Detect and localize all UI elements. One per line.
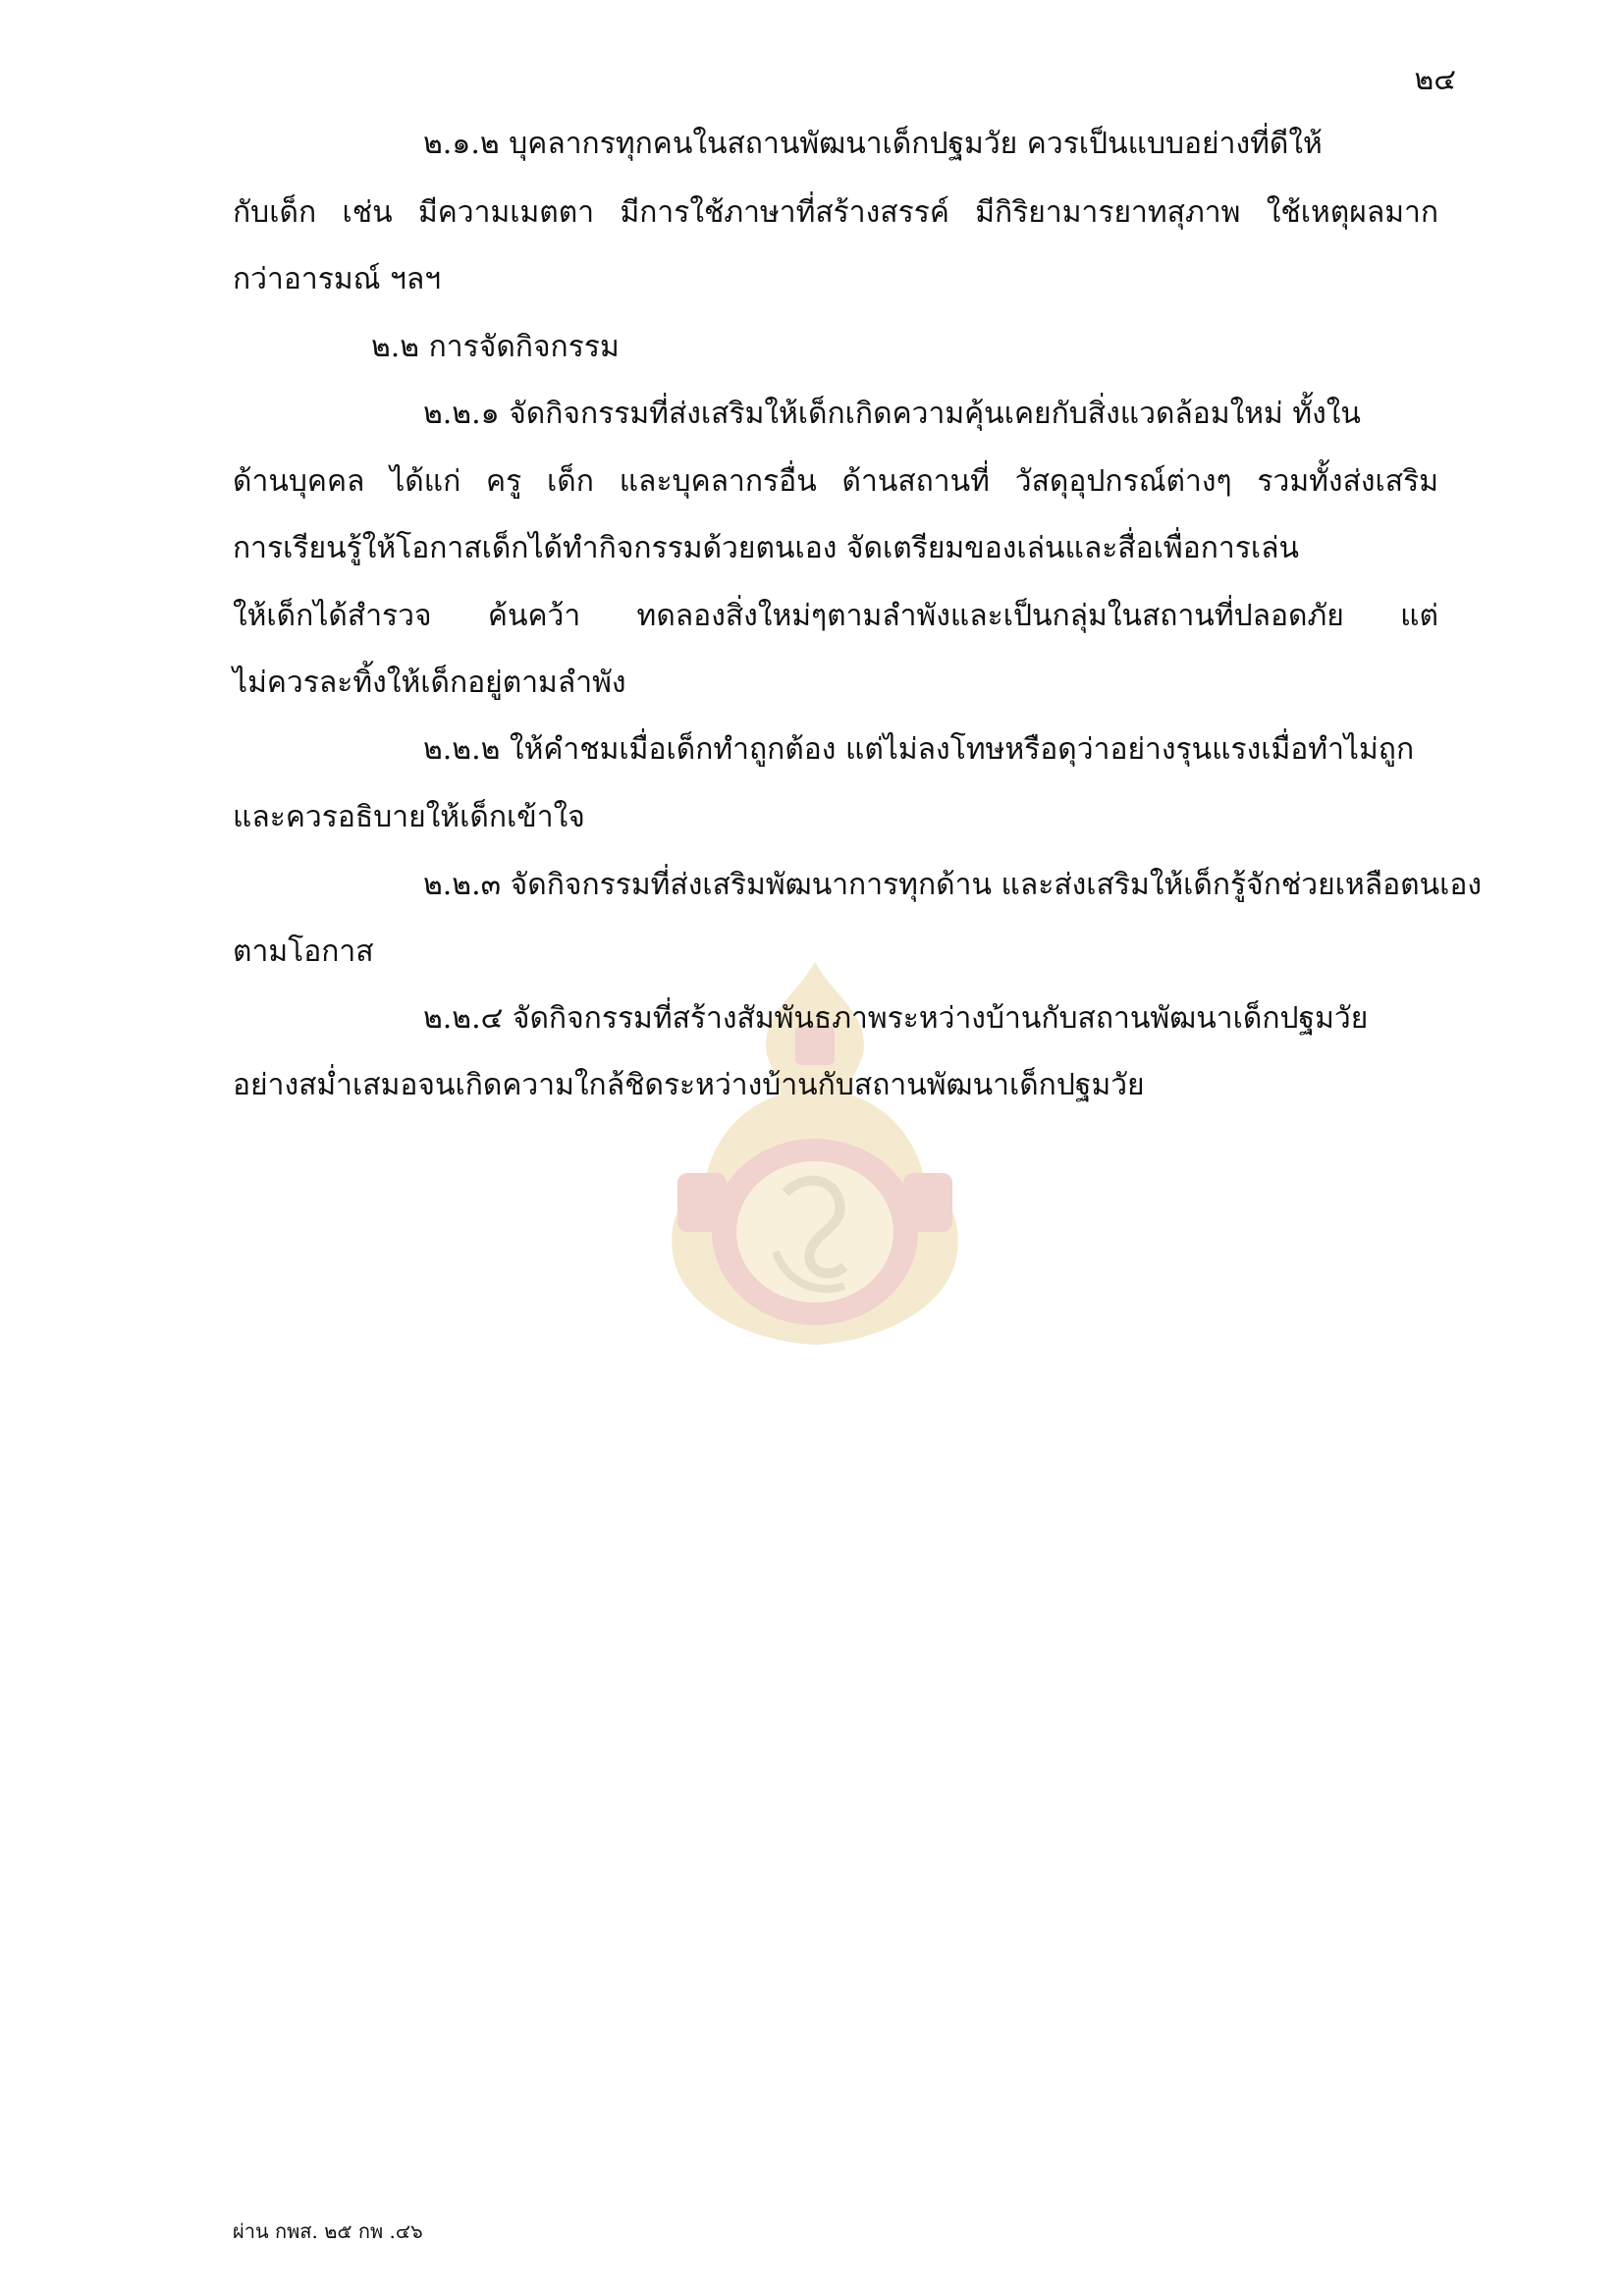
paragraph-line: ให้เด็กได้สำรวจ ค้นคว้า ทดลองสิ่งใหม่ๆตามลำพังและเป็นกลุ่มในสถานที่ปลอดภัย แต่ — [233, 599, 1438, 633]
paragraph-line: และควรอธิบายให้เด็กเข้าใจ — [233, 800, 585, 834]
paragraph-line: กว่าอารมณ์ ฯลฯ — [233, 262, 442, 296]
section-heading: ๒.๒ การจัดกิจกรรม — [371, 330, 620, 364]
paragraph-line: ไม่ควรละทิ้งให้เด็กอยู่ตามลำพัง — [233, 666, 626, 700]
paragraph-line: ๒.๒.๓ จัดกิจกรรมที่ส่งเสริมพัฒนาการทุกด้าน และส่งเสริมให้เด็กรู้จักช่วยเหลือตนเอง — [423, 868, 1483, 902]
paragraph-line: การเรียนรู้ให้โอกาสเด็กได้ทำกิจกรรมด้วยตนเอง จัดเตรียมของเล่นและสื่อเพื่อการเล่น — [233, 531, 1299, 565]
paragraph-line: ๒.๒.๔ จัดกิจกรรมที่สร้างสัมพันธภาพระหว่างบ้านกับสถานพัฒนาเด็กปฐมวัย — [423, 1001, 1369, 1036]
paragraph-line: ๒.๒.๑ จัดกิจกรรมที่ส่งเสริมให้เด็กเกิดความคุ้นเคยกับสิ่งแวดล้อมใหม่ ทั้งใน — [423, 397, 1361, 431]
paragraph-line: ๒.๑.๒ บุคลากรทุกคนในสถานพัฒนาเด็กปฐมวัย ควรเป็นแบบอย่างที่ดีให้ — [423, 127, 1323, 161]
paragraph-line: ด้านบุคคล ได้แก่ ครู เด็ก และบุคลากรอื่น ด้านสถานที่ วัสดุอุปกรณ์ต่างๆ รวมทั้งส่งเสริม — [233, 464, 1438, 499]
footer-note: ผ่าน กพส. ๒๕ กพ .๔๖ — [233, 2219, 423, 2243]
page-number: ๒๔ — [1414, 63, 1456, 97]
paragraph-line: ตามโอกาส — [233, 934, 374, 969]
paragraph-line: ๒.๒.๒ ให้คำชมเมื่อเด็กทำถูกต้อง แต่ไม่ลงโทษหรือดุว่าอย่างรุนแรงเมื่อทำไม่ถูก — [423, 732, 1415, 767]
paragraph-line: อย่างสม่ำเสมอจนเกิดความใกล้ชิดระหว่างบ้านกับสถานพัฒนาเด็กปฐมวัย — [233, 1068, 1145, 1102]
paragraph-line: กับเด็ก เช่น มีความเมตตา มีการใช้ภาษาที่สร้างสรรค์ มีกิริยามารยาทสุภาพ ใช้เหตุผลมาก — [233, 195, 1438, 230]
